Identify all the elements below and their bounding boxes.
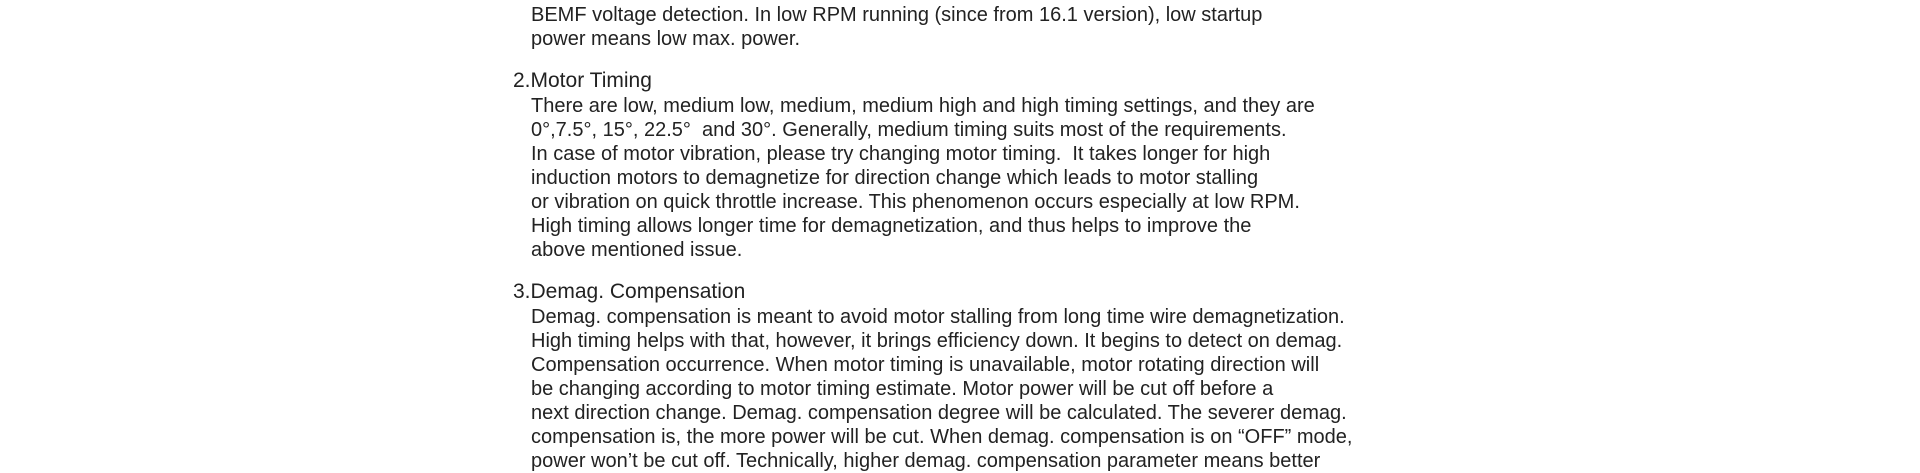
section-line: Demag. compensation is meant to avoid motor stalling from long time wire demagnetization. <box>531 306 1345 328</box>
section-line: High timing helps with that, however, it brings efficiency down. It begins to detect on demag. <box>531 330 1343 352</box>
section-line: compensation is, the more power will be cut. When demag. compensation is on “OFF” mode, <box>531 426 1353 448</box>
section-line: above mentioned issue. <box>531 239 743 261</box>
section-line: or vibration on quick throttle increase. This phenomenon occurs especially at low RPM. <box>531 191 1300 213</box>
section-line: Compensation occurrence. When motor timing is unavailable, motor rotating direction will <box>531 354 1320 376</box>
section-line: 0°,7.5°, 15°, 22.5° and 30°. Generally, medium timing suits most of the requirements. <box>531 119 1287 141</box>
section-heading-demag-compensation: 3.Demag. Compensation <box>513 280 746 303</box>
section-line: be changing according to motor timing estimate. Motor power will be cut off before a <box>531 378 1274 400</box>
intro-line: power means low max. power. <box>531 28 801 50</box>
section-line: power won’t be cut off. Technically, higher demag. compensation parameter means better <box>531 450 1321 472</box>
section-line: There are low, medium low, medium, medium high and high timing settings, and they are <box>531 95 1315 117</box>
section-heading-motor-timing: 2.Motor Timing <box>513 69 652 92</box>
intro-line: BEMF voltage detection. In low RPM running (since from 16.1 version), low startup <box>531 4 1263 26</box>
section-line: induction motors to demagnetize for direction change which leads to motor stalling <box>531 167 1259 189</box>
section-line: In case of motor vibration, please try changing motor timing. It takes longer for high <box>531 143 1271 165</box>
section-line: next direction change. Demag. compensation degree will be calculated. The severer demag. <box>531 402 1347 424</box>
section-line: High timing allows longer time for demagnetization, and thus helps to improve the <box>531 215 1252 237</box>
